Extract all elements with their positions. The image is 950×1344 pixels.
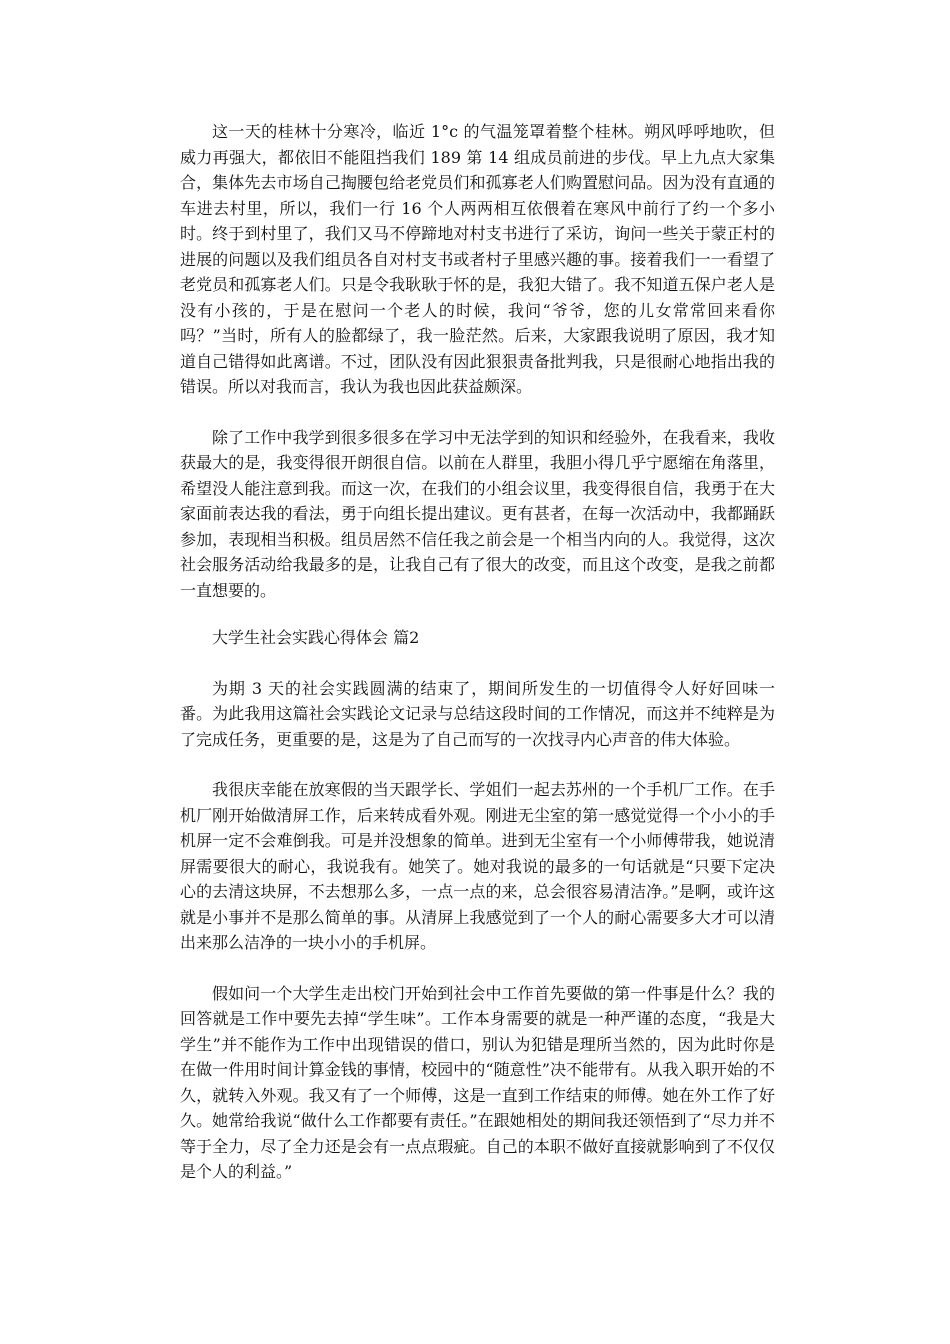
paragraph-2: 除了工作中我学到很多很多在学习中无法学到的知识和经验外，在我看来，我收获最大的是，我变得很开朗很自信。以前在人群里，我胆小得几乎宁愿缩在角落里，希望没人能注意到我。而这一次，在我们的小组会议里，我变得很自信，我勇于在大家面前表达我的看法，勇于向组长提出建议。更有甚者，在每一次活动中，我都踊跃参加，表现相当积极。组员居然不信任我之前会是一个相当内向的人。我觉得，这次社会服务活动给我最多的是，让我自己有了很大的改变，而且这个改变，是我之前都一直想要的。: [180, 427, 775, 600]
paragraph-1: 这一天的桂林十分寒冷，临近 1°c 的气温笼罩着整个桂林。朔风呼呼地吹，但威力再强大，都依旧不能阻挡我们 189 第 14 组成员前进的步伐。早上九点大家集合，集体先去市场自己掏腰包给老党员们和孤寡老人们购置慰问品。因为没有直通的车进去村里，所以，我们一行 16 个人两两相互依偎着在寒风中前行了约一个多小时。终于到村里了，我们又马不停蹄地对村支书进行了采访，询问一些关于蒙正村的进展的问题以及我们组员各自对村支书或者村子里感兴趣的事。接着我们一一看望了老党员和孤寡老人们。只是令我耿耿于怀的是，我犯大错了。我不知道五保户老人是没有小孩的，于是在慰问一个老人的时候，我问“爷爷，您的儿女常常回来看你吗？”当时，所有人的脸都绿了，我一脸茫然。后来，大家跟我说明了原因，我才知道自己错得如此离谱。不过，团队没有因此狠狠责备批判我，只是很耐心地指出我的错误。所以对我而言，我认为我也因此获益颇深。: [180, 122, 775, 396]
paragraph-4: 我很庆幸能在放寒假的当天跟学长、学姐们一起去苏州的一个手机厂工作。在手机厂刚开始做清屏工作，后来转成看外观。刚进无尘室的第一感觉觉得一个小小的手机屏一定不会难倒我。可是并没想象的简单。进到无尘室有一个小师傅带我，她说清屏需要很大的耐心，我说我有。她笑了。她对我说的最多的一句话就是“只要下定决心的去清这块屏，不去想那么多，一点一点的来，总会很容易清洁净。”是啊，或许这就是小事并不是那么简单的事。从清屏上我感觉到了一个人的耐心需要多大才可以清出来那么洁净的一块小小的手机屏。: [180, 780, 775, 952]
document-page: [180, 119, 775, 1210]
paragraph-3: 为期 3 天的社会实践圆满的结束了，期间所发生的一切值得令人好好回味一番。为此我用这篇社会实践论文记录与总结这段时间的工作情况，而这并不纯粹是为了完成任务，更重要的是，这是为了自己而写的一次找寻内心声音的伟大体验。: [180, 678, 775, 749]
paragraph-5: 假如问一个大学生走出校门开始到社会中工作首先要做的第一件事是什么？我的回答就是工作中要先去掉“学生味”。工作本身需要的就是一种严谨的态度，“我是大学生”并不能作为工作中出现错误的借口，别认为犯错是理所当然的，因为此时你是在做一件用时间计算金钱的事情，校园中的“随意性”决不能带有。从我入职开始的不久，就转入外观。我又有了一个师傅，这是一直到工作结束的师傅。她在外工作了好久。她常给我说“做什么工作都要有责任。”在跟她相处的期间我还领悟到了“尽力并不等于全力，尽了全力还是会有一点点瑕疵。自己的本职不做好直接就影响到了不仅仅是个人的利益。”: [180, 983, 775, 1181]
section-heading: 大学生社会实践心得体会 篇2: [212, 628, 420, 647]
